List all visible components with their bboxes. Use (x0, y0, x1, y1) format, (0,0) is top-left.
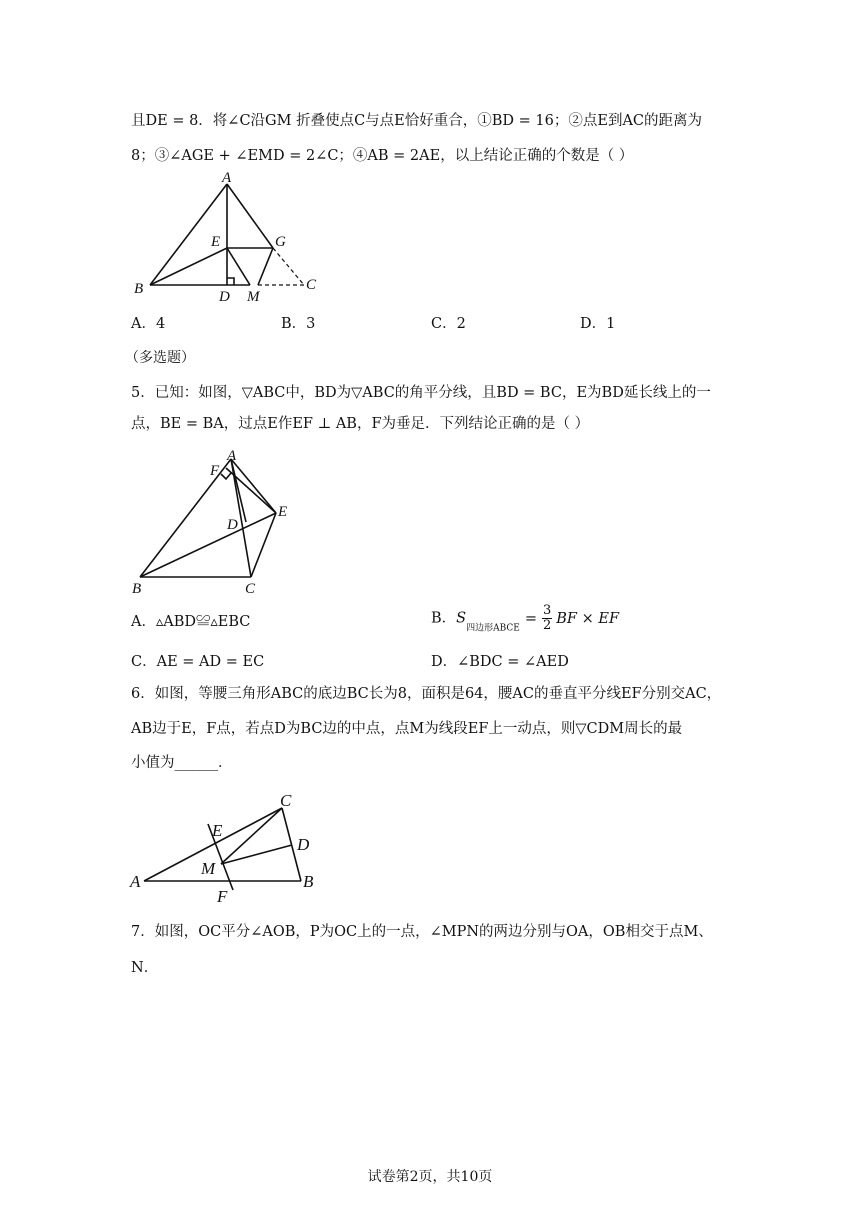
q6-figure (128, 785, 328, 910)
q4-label-C: C (306, 277, 317, 293)
q4-label-A: A (222, 170, 232, 186)
q4-label-B: B (134, 281, 144, 297)
section-tag-multiple-choice: （多选题） (125, 350, 195, 366)
q7-text-line-1: 7．如图，OC平分∠AOB，P为OC上的一点，∠MPN的两边分别与OA，OB相交于点M、 (131, 924, 713, 940)
q4-text-line-1: 且DE = 8．将∠C沿GM 折叠使点C与点E恰好重合，①BD = 16；②点E到AC的距离为 (131, 113, 703, 129)
q4-option-b: B．3 (281, 316, 316, 332)
q4-option-c: C．2 (431, 316, 466, 332)
q4-option-d: D．1 (580, 316, 616, 332)
q5-text-line-2: 点，BE = BA，过点E作EF ⊥ AB，F为垂足．下列结论正确的是（ ） (131, 416, 590, 432)
q4-option-a: A．4 (131, 316, 166, 332)
q5-option-a: A．▵ABD≌▵EBC (131, 614, 251, 630)
q5-label-E: E (278, 504, 288, 520)
q5-figure (128, 442, 308, 602)
q5-option-b-area-symbol: S (456, 610, 467, 627)
q6-label-F: F (217, 887, 228, 906)
q6-label-A: A (130, 872, 141, 891)
q5-label-B: B (132, 581, 142, 597)
q6-label-B: B (303, 872, 314, 891)
q5-text-line-1: 5．已知：如图，▽ABC中，BD为▽ABC的角平分线，且BD = BC，E为BD延长线上的一 (131, 385, 711, 401)
q6-text-line-2: AB边于E，F点，若点D为BC边的中点，点M为线段EF上一动点，则▽CDM周长的最 (131, 721, 683, 737)
q5-label-A: A (227, 448, 237, 464)
q5-option-b-denominator: 2 (543, 618, 552, 633)
q6-text-line-1: 6．如图，等腰三角形ABC的底边BC长为8，面积是64，腰AC的垂直平分线EF分别交AC， (131, 686, 722, 702)
q6-label-M: M (201, 859, 216, 878)
q4-label-G: G (275, 234, 286, 250)
q5-label-C: C (245, 581, 256, 597)
q6-label-D: D (297, 835, 310, 854)
q5-option-b-numerator: 3 (543, 603, 552, 618)
q4-text-line-2: 8；③∠AGE + ∠EMD = 2∠C；④AB = 2AE，以上结论正确的个数是（ ） (131, 148, 634, 164)
q4-label-D: D (219, 289, 230, 305)
q4-figure (128, 170, 328, 305)
q5-option-b-rest: BF × EF (556, 610, 620, 627)
q5-option-b-fraction (542, 604, 552, 633)
q5-option-b (431, 604, 619, 638)
q7-text-line-2: N． (131, 960, 159, 976)
q5-option-b-equals: = (524, 610, 537, 627)
q5-option-c: C．AE = AD = EC (131, 654, 265, 670)
q5-option-d: D．∠BDC = ∠AED (431, 654, 569, 670)
q5-option-b-subscript: 四边形ABCE (466, 623, 520, 634)
q4-label-M: M (247, 289, 260, 305)
q6-label-C: C (280, 791, 292, 810)
q5-option-b-prefix: B． (431, 610, 457, 627)
q5-label-D: D (227, 517, 238, 533)
q6-label-E: E (212, 821, 223, 840)
q5-label-F: F (210, 463, 220, 479)
page-footer: 试卷第2页，共10页 (367, 1169, 493, 1185)
q6-text-line-3: 小值为______． (131, 755, 233, 771)
q4-label-E: E (211, 234, 221, 250)
